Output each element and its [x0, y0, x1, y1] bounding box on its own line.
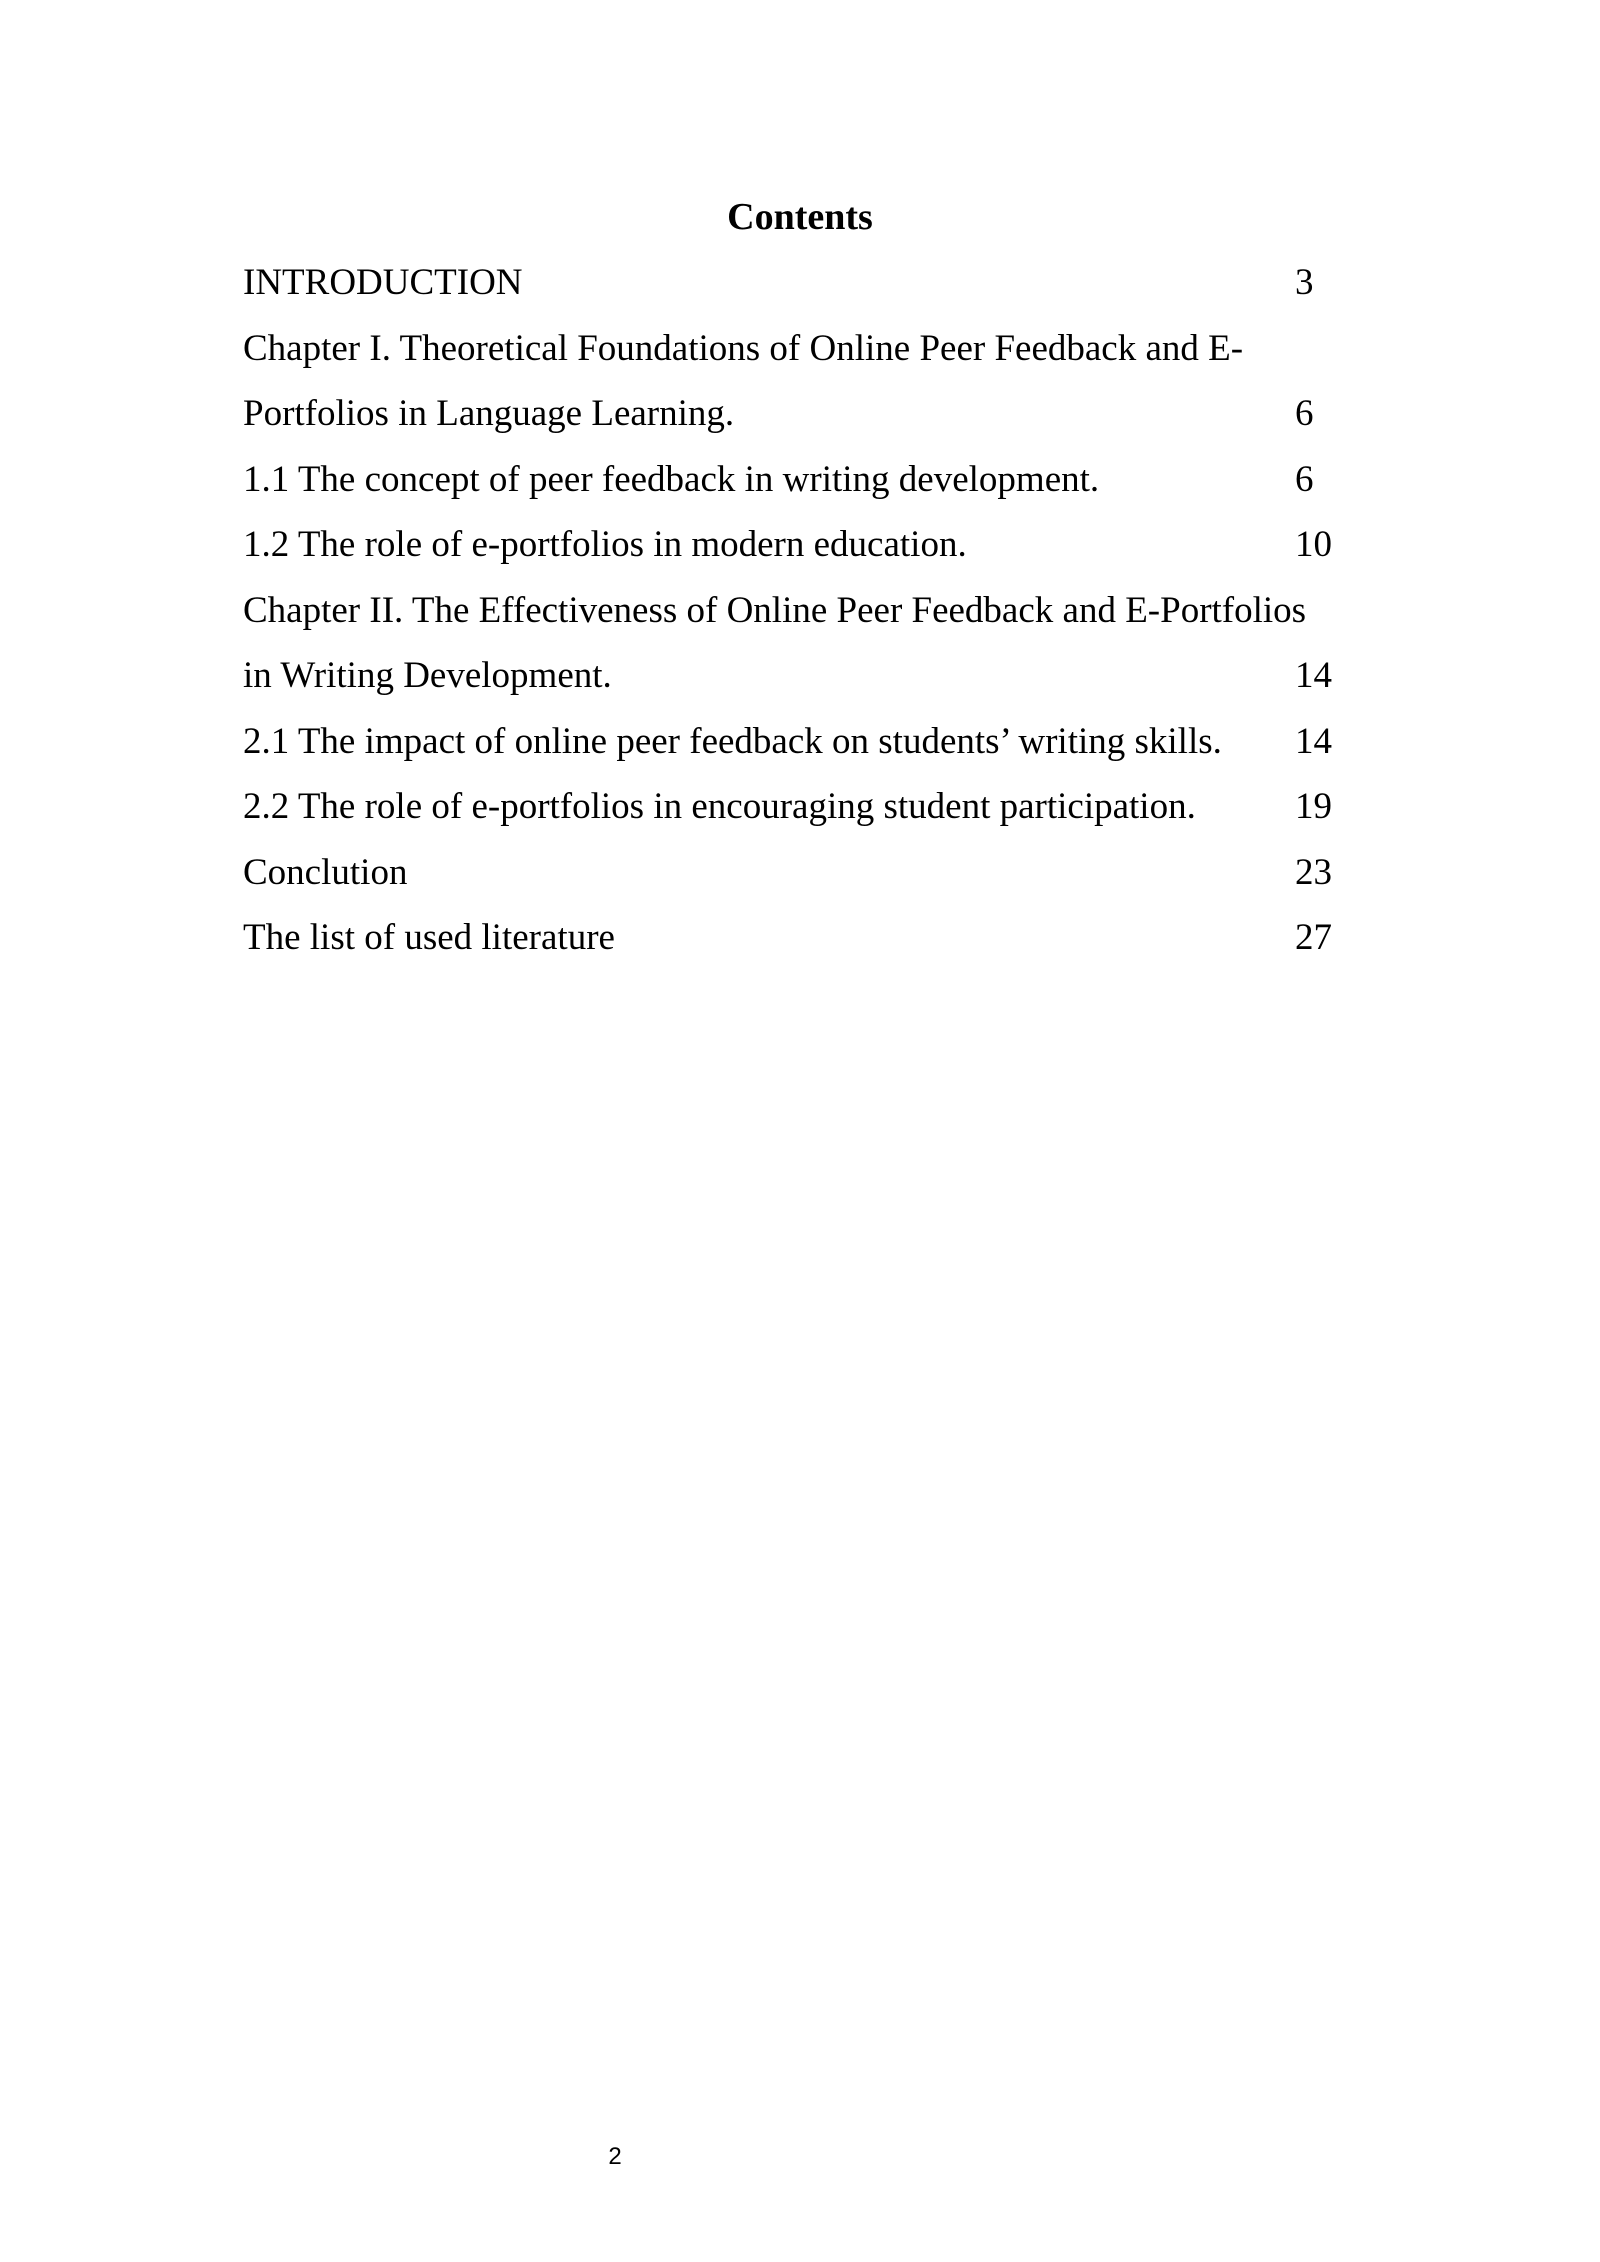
toc-entry-text: 1.1 The concept of peer feedback in writing development.: [243, 458, 1100, 500]
toc-entry-text: Chapter I. Theoretical Foundations of Online Peer Feedback and E-: [243, 327, 1244, 369]
toc-entry-chapter-2-line-1: [243, 586, 1343, 652]
page-number: 2: [608, 2143, 622, 2170]
toc-entry-text: 1.2 The role of e-portfolios in modern education.: [243, 524, 967, 565]
toc-entry-page: 10: [1295, 524, 1332, 565]
toc-entry-page: 19: [1295, 786, 1332, 827]
toc-entry-page: 3: [1295, 262, 1314, 303]
toc-entry-conclusion: [243, 848, 1343, 914]
toc-entry-text: in Writing Development.: [243, 655, 612, 696]
toc-entry-section-2-2: [243, 782, 1343, 848]
toc-entry-page: 14: [1295, 655, 1332, 696]
toc-entry-literature: [243, 913, 1343, 979]
toc-entry-text: 2.1 The impact of online peer feedback on students’ writing skills.: [243, 720, 1222, 762]
toc-entry-introduction: [243, 258, 1343, 324]
table-of-contents: [243, 258, 1343, 979]
toc-entry-section-2-1: [243, 717, 1343, 783]
toc-entry-text: Chapter II. The Effectiveness of Online Peer Feedback and E-Portfolios: [243, 589, 1307, 631]
toc-entry-text: Conclution: [243, 851, 408, 893]
page-title: Contents: [727, 196, 873, 238]
toc-entry-chapter-2-line-2: [243, 651, 1343, 717]
toc-entry-page: 6: [1295, 393, 1314, 434]
toc-entry-page: 14: [1295, 720, 1332, 762]
toc-entry-chapter-1-line-1: [243, 324, 1343, 390]
toc-entry-page: 23: [1295, 851, 1332, 893]
toc-entry-text: Portfolios in Language Learning.: [243, 393, 735, 434]
toc-entry-page: 6: [1295, 458, 1314, 500]
toc-entry-chapter-1-line-2: [243, 389, 1343, 455]
toc-entry-section-1-2: [243, 520, 1343, 586]
toc-entry-text: INTRODUCTION: [243, 262, 523, 303]
toc-entry-page: 27: [1295, 917, 1332, 958]
toc-entry-section-1-1: [243, 455, 1343, 521]
toc-entry-text: The list of used literature: [243, 917, 615, 958]
toc-entry-text: 2.2 The role of e-portfolios in encouraging student participation.: [243, 786, 1196, 827]
